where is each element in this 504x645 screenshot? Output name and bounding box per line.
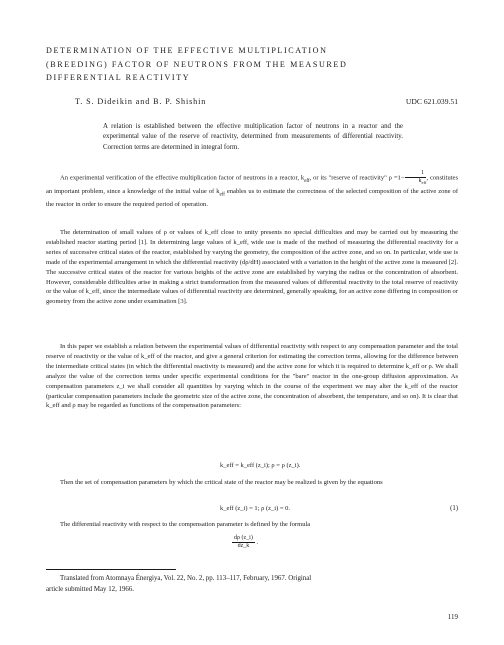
title-line-2: (BREEDING) FACTOR OF NEUTRONS FROM THE MEASURED: [46, 59, 348, 69]
paragraph-2: The determination of small values of ρ or values of k_eff close to unity presents no special difficulties and may be carried out by measuring the established reactor starting period [1]. In determining large values of k_eff, wide use is made of the method of measuring the differential reactivity for a series of successive critical states of the reactor, established by varying the geometry, the composition of the active zone, and so on. In particular, wide use is made of the experimental arrangement in which the differential reactivity (dρ/dH) associated with a variation in the height of the active zone is measured [2]. The successive critical states of the reactor for various heights of the active zone are established by varying the radius or the concentration of absorbent. However, considerable difficulties arise in making a strict transformation from the measured values of differential reactivity to the total reserve of reactivity or the value of k_eff, since the intermediate values of differential reactivity are determined, generally speaking, for an active zone differing in composition or geometry from the active zone under examination [3].: [46, 229, 458, 306]
abstract: A relation is established between the effective multiplication factor of neutrons in a reactor and the experimental value of the reserve of reactivity, determined from measurements of differential reactivity. Correction terms are determined in integral form.: [103, 123, 403, 151]
equation-number: (1): [450, 505, 458, 512]
paragraph-4: Then the set of compensation parameters by which the critical state of the reactor may be realized is given by the equations: [60, 479, 383, 486]
author-list: T. S. Dideikin and B. P. Shishin: [75, 97, 207, 106]
paragraph-1: An experimental verification of the effective multiplication factor of neutrons in a reactor, $k_{eff}$, or its "reserve of reactivity" ρ =1− $\frac{1}{k_{eff}}$ , constitutes an important problem, since a knowledge of the initial value of $k_{eff}$ enables us to estimate the correctness of the selected composition of the active zone of the reactor in order to ensure the required period of operation.: [46, 170, 459, 208]
title-line-3: DIFFERENTIAL REACTIVITY: [46, 73, 191, 83]
reserve-fraction: $\frac{1}{k_{eff}}$: [405, 170, 427, 186]
footnote-rule: [46, 569, 176, 570]
paragraph-5: The differential reactivity with respect to the compensation parameter is defined by the formula: [60, 521, 311, 528]
title-line-1: DETERMINATION OF THE EFFECTIVE MULTIPLICATION: [46, 46, 328, 55]
paper-title: [46, 44, 466, 85]
equation-differential: $\frac{d\rho (z\_i)}{dz\_k}$ .: [234, 535, 259, 549]
equation-functions: k_eff = k_eff (z_i); ρ = ρ (z_i).: [220, 462, 301, 469]
translation-footnote: Translated from Atomnaya Énergiya, Vol. 22, No. 2, pp. 113–117, February, 1967. Original article submitted May 12, 1966.: [46, 575, 312, 593]
udc-code: UDC 621.039.51: [405, 97, 458, 106]
paragraph-3: In this paper we establish a relation between the experimental values of differential reactivity with respect to any compensation parameter and the total reserve of reactivity or the value of k_eff of the reactor, and give a general criterion for estimating the correction terms, allowing for the difference between the intermediate critical states (in which the differential reactivity is measured) and the active zone for which it is required to determine k_eff or ρ. We shall analyze the value of the correction terms under specific experimental conditions for the "bare" reactor in the one-group diffusion approximation. As compensation parameters z_i we shall consider all quantities by varying which in the course of the experiment we may alter the k_eff of the reactor (particular compensation parameters include the geometric size of the active zone, the concentration of absorbent, the temperature, and so on). It is clear that k_eff and ρ may be regarded as functions of the compensation parameters:: [46, 343, 458, 410]
page-number: 119: [447, 613, 458, 621]
equation-critical: k_eff (z_i) = 1; ρ (z_i) = 0.: [220, 505, 291, 512]
